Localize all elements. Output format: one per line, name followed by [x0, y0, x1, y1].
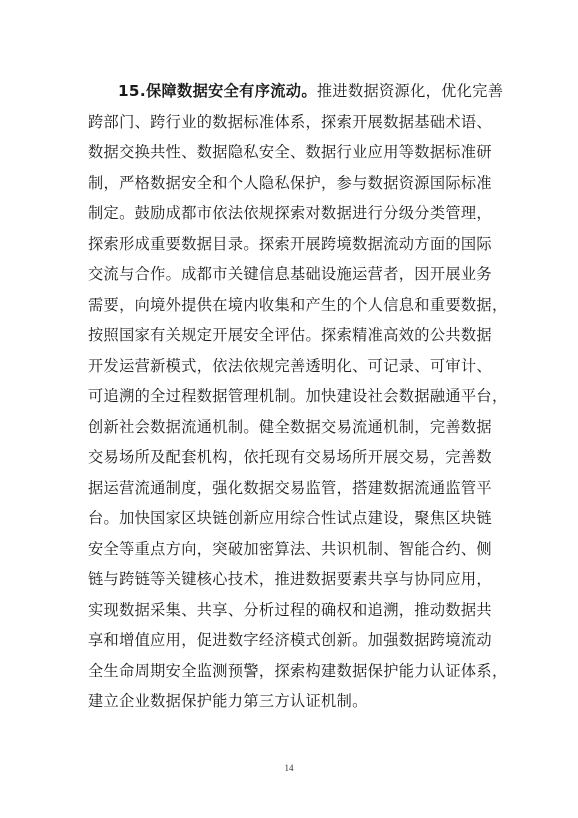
paragraph-line: 全生命周期安全监测预警，探索构建数据保护能力认证体系， [88, 661, 508, 680]
paragraph-line: 链与跨链等关键核心技术，推进数据要素共享与协同应用， [88, 570, 492, 588]
paragraph-line: 数据交换共性、数据隐私安全、数据行业应用等数据标准研 [88, 143, 492, 161]
paragraph-line: 交易场所及配套机构，依托现有交易场所开展交易，完善数 [88, 448, 492, 466]
paragraph-line: 台。加快国家区块链创新应用综合性试点建设，聚焦区块链 [88, 509, 492, 527]
paragraph-line: 需要，向境外提供在境内收集和产生的个人信息和重要数据， [88, 295, 508, 314]
section-heading: 15.保障数据安全有序流动。 [118, 82, 317, 100]
paragraph-line: 创新社会数据流通机制。健全数据交易流通机制，完善数据 [88, 417, 492, 436]
paragraph-line-text: 推进数据资源化，优化完善 [316, 82, 504, 100]
section-paragraph [88, 76, 508, 717]
paragraph-line: 据运营流通制度，强化数据交易监管，搭建数据流通监管平 [88, 478, 492, 497]
paragraph-line: 开发运营新模式，依法依规完善透明化、可记录、可审计、 [88, 356, 492, 375]
paragraph-line-1 [88, 76, 504, 107]
paragraph-line: 享和增值应用，促进数字经济模式创新。加强数据跨境流动 [88, 631, 492, 649]
paragraph-line: 制定。鼓励成都市依法依规探索对数据进行分级分类管理， [88, 204, 492, 222]
paragraph-line: 制，严格数据安全和个人隐私保护，参与数据资源国际标准 [88, 173, 492, 192]
paragraph-line: 可追溯的全过程数据管理机制。加快建设社会数据融通平台， [88, 387, 508, 405]
paragraph-line: 按照国家有关规定开展安全评估。探索精准高效的公共数据 [88, 326, 492, 344]
paragraph-line: 实现数据采集、共享、分析过程的确权和追溯，推动数据共 [88, 600, 492, 619]
paragraph-line: 探索形成重要数据目录。探索开展跨境数据流动方面的国际 [88, 234, 492, 253]
page-number: 14 [284, 763, 294, 773]
paragraph-line: 跨部门、跨行业的数据标准体系，探索开展数据基础术语、 [88, 112, 492, 131]
paragraph-line: 建立企业数据保护能力第三方认证机制。 [88, 692, 368, 710]
paragraph-line: 安全等重点方向，突破加密算法、共识机制、智能合约、侧 [88, 539, 492, 558]
paragraph-line: 交流与合作。成都市关键信息基础设施运营者，因开展业务 [88, 265, 492, 283]
